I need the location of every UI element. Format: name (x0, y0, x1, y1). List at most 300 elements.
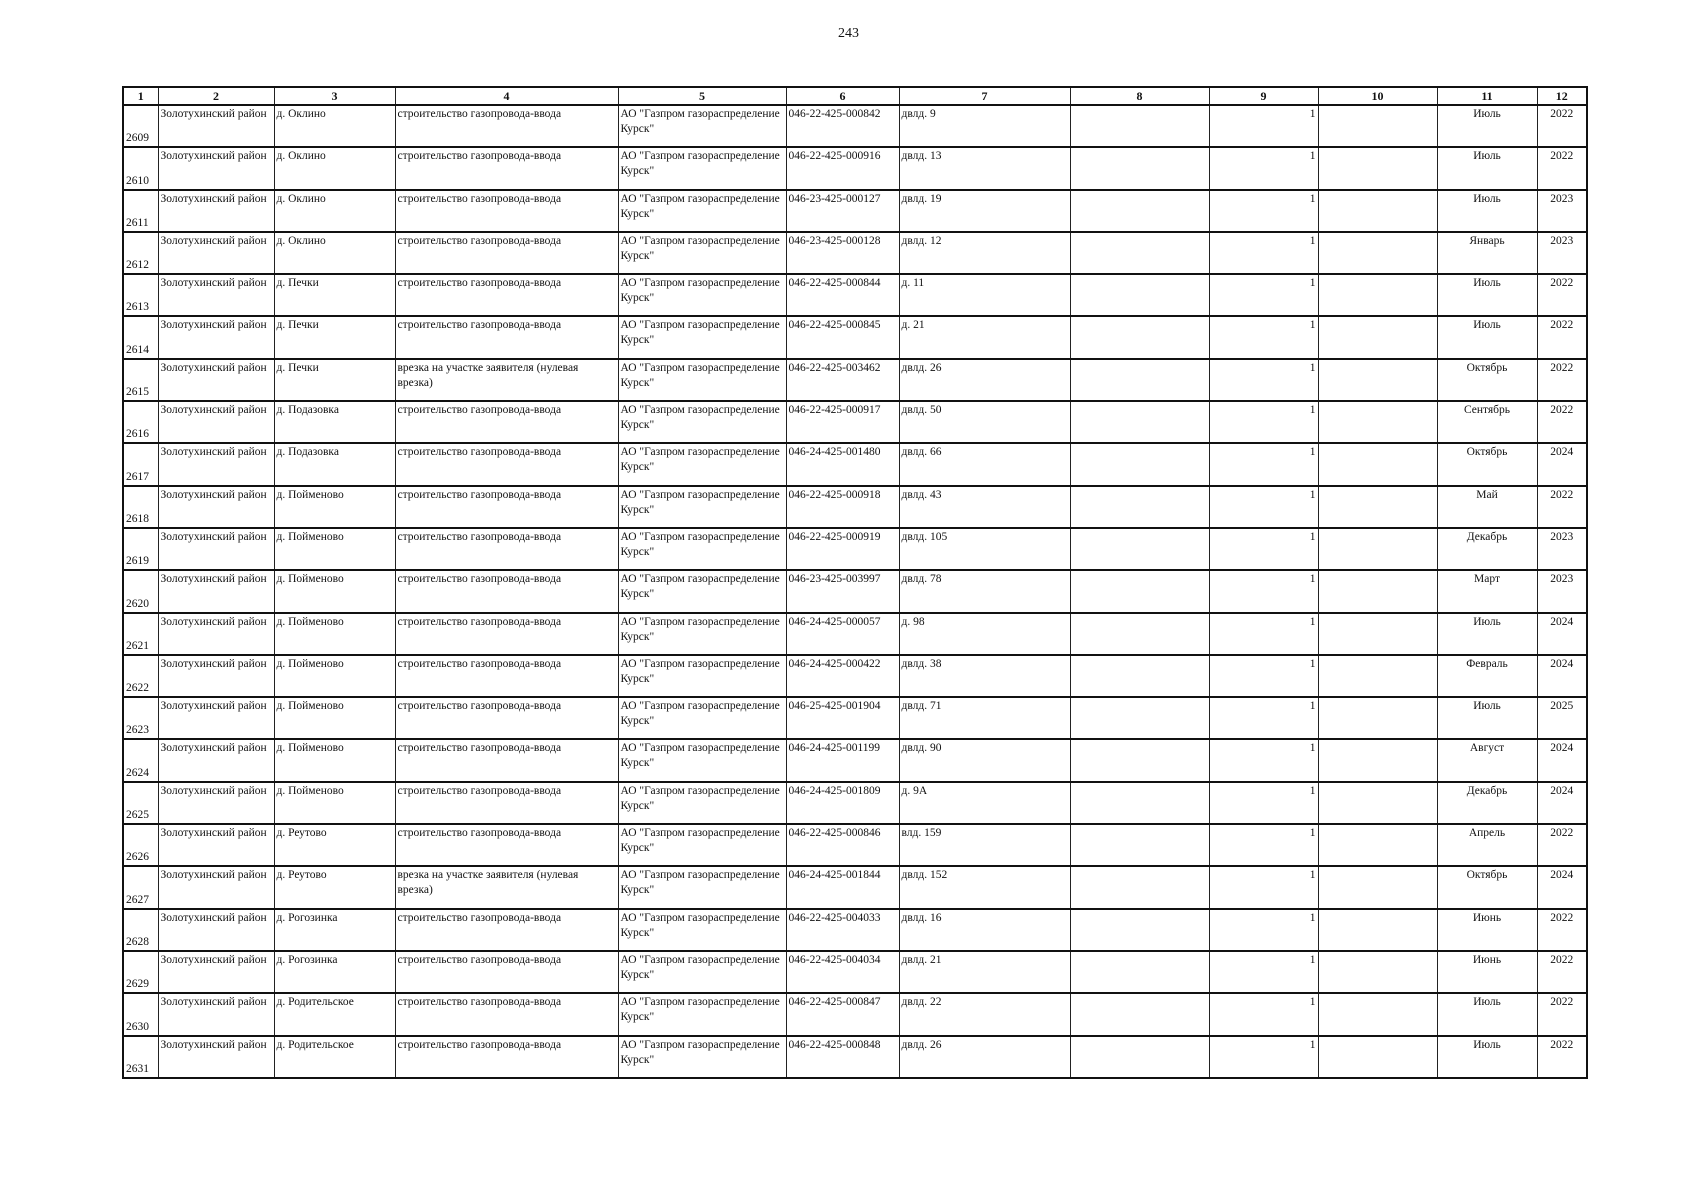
cell-district: Золотухинский район (158, 739, 274, 781)
cell-address: двлд. 152 (899, 866, 1070, 908)
cell-district: Золотухинский район (158, 359, 274, 401)
cell-district: Золотухинский район (158, 951, 274, 993)
cell-work-type: строительство газопровода-ввода (395, 232, 618, 274)
cell-district: Золотухинский район (158, 655, 274, 697)
cell-application-code: 046-22-425-000919 (786, 528, 899, 570)
cell-col8 (1070, 528, 1209, 570)
cell-address: двлд. 71 (899, 697, 1070, 739)
cell-locality: д. Пойменово (274, 739, 395, 781)
cell-district: Золотухинский район (158, 232, 274, 274)
cell-row-number: 2620 (123, 570, 158, 612)
cell-district: Золотухинский район (158, 147, 274, 189)
table-row (123, 1036, 1587, 1078)
cell-address: двлд. 26 (899, 359, 1070, 401)
cell-organization: АО "Газпром газораспределение Курск" (618, 401, 786, 443)
cell-district: Золотухинский район (158, 824, 274, 866)
cell-organization: АО "Газпром газораспределение Курск" (618, 443, 786, 485)
cell-district: Золотухинский район (158, 443, 274, 485)
cell-year: 2022 (1537, 105, 1587, 147)
cell-application-code: 046-22-425-004034 (786, 951, 899, 993)
cell-year: 2022 (1537, 1036, 1587, 1078)
table-row (123, 105, 1587, 147)
cell-quantity: 1 (1209, 190, 1318, 232)
cell-row-number: 2629 (123, 951, 158, 993)
cell-year: 2023 (1537, 528, 1587, 570)
cell-col10 (1318, 951, 1437, 993)
column-header-4: 4 (395, 87, 618, 105)
cell-col10 (1318, 655, 1437, 697)
cell-application-code: 046-24-425-001844 (786, 866, 899, 908)
cell-application-code: 046-24-425-000422 (786, 655, 899, 697)
cell-quantity: 1 (1209, 697, 1318, 739)
cell-address: двлд. 50 (899, 401, 1070, 443)
cell-locality: д. Пойменово (274, 528, 395, 570)
cell-col8 (1070, 1036, 1209, 1078)
cell-col10 (1318, 570, 1437, 612)
cell-col8 (1070, 824, 1209, 866)
cell-col8 (1070, 739, 1209, 781)
cell-district: Золотухинский район (158, 401, 274, 443)
cell-col10 (1318, 909, 1437, 951)
cell-col8 (1070, 655, 1209, 697)
column-header-3: 3 (274, 87, 395, 105)
cell-organization: АО "Газпром газораспределение Курск" (618, 528, 786, 570)
cell-year: 2022 (1537, 147, 1587, 189)
cell-year: 2022 (1537, 824, 1587, 866)
cell-col10 (1318, 443, 1437, 485)
column-header-2: 2 (158, 87, 274, 105)
cell-address: двлд. 43 (899, 486, 1070, 528)
cell-application-code: 046-24-425-001480 (786, 443, 899, 485)
cell-address: двлд. 90 (899, 739, 1070, 781)
cell-work-type: строительство газопровода-ввода (395, 1036, 618, 1078)
cell-locality: д. Рогозинка (274, 909, 395, 951)
cell-year: 2024 (1537, 655, 1587, 697)
cell-organization: АО "Газпром газораспределение Курск" (618, 274, 786, 316)
cell-row-number: 2627 (123, 866, 158, 908)
cell-address: двлд. 26 (899, 1036, 1070, 1078)
cell-row-number: 2623 (123, 697, 158, 739)
cell-row-number: 2614 (123, 316, 158, 358)
cell-month: Декабрь (1437, 528, 1537, 570)
cell-district: Золотухинский район (158, 866, 274, 908)
cell-col10 (1318, 866, 1437, 908)
cell-quantity: 1 (1209, 528, 1318, 570)
cell-row-number: 2610 (123, 147, 158, 189)
cell-month: Октябрь (1437, 359, 1537, 401)
cell-month: Июнь (1437, 909, 1537, 951)
table-row (123, 401, 1587, 443)
table-row (123, 570, 1587, 612)
table-row (123, 613, 1587, 655)
cell-month: Февраль (1437, 655, 1537, 697)
table-row (123, 782, 1587, 824)
cell-application-code: 046-22-425-000845 (786, 316, 899, 358)
cell-quantity: 1 (1209, 274, 1318, 316)
table-row (123, 274, 1587, 316)
column-header-11: 11 (1437, 87, 1537, 105)
cell-address: д. 11 (899, 274, 1070, 316)
cell-district: Золотухинский район (158, 909, 274, 951)
cell-month: Август (1437, 739, 1537, 781)
cell-quantity: 1 (1209, 951, 1318, 993)
cell-row-number: 2613 (123, 274, 158, 316)
cell-row-number: 2621 (123, 613, 158, 655)
cell-locality: д. Пойменово (274, 486, 395, 528)
cell-row-number: 2615 (123, 359, 158, 401)
cell-application-code: 046-23-425-003997 (786, 570, 899, 612)
cell-organization: АО "Газпром газораспределение Курск" (618, 105, 786, 147)
cell-month: Июль (1437, 274, 1537, 316)
cell-address: д. 9А (899, 782, 1070, 824)
cell-locality: д. Пойменово (274, 570, 395, 612)
cell-row-number: 2630 (123, 993, 158, 1035)
cell-year: 2024 (1537, 443, 1587, 485)
cell-address: двлд. 9 (899, 105, 1070, 147)
cell-district: Золотухинский район (158, 782, 274, 824)
cell-month: Декабрь (1437, 782, 1537, 824)
cell-district: Золотухинский район (158, 570, 274, 612)
cell-month: Июль (1437, 613, 1537, 655)
cell-work-type: строительство газопровода-ввода (395, 951, 618, 993)
cell-month: Март (1437, 570, 1537, 612)
cell-locality: д. Печки (274, 359, 395, 401)
column-header-6: 6 (786, 87, 899, 105)
cell-work-type: строительство газопровода-ввода (395, 824, 618, 866)
cell-application-code: 046-25-425-001904 (786, 697, 899, 739)
cell-month: Октябрь (1437, 866, 1537, 908)
cell-year: 2024 (1537, 782, 1587, 824)
cell-month: Июль (1437, 105, 1537, 147)
cell-application-code: 046-22-425-004033 (786, 909, 899, 951)
cell-col10 (1318, 824, 1437, 866)
column-header-8: 8 (1070, 87, 1209, 105)
cell-col8 (1070, 190, 1209, 232)
cell-col10 (1318, 993, 1437, 1035)
cell-locality: д. Подазовка (274, 401, 395, 443)
cell-application-code: 046-24-425-001809 (786, 782, 899, 824)
cell-month: Апрель (1437, 824, 1537, 866)
cell-application-code: 046-22-425-000847 (786, 993, 899, 1035)
cell-month: Июль (1437, 993, 1537, 1035)
cell-application-code: 046-22-425-000844 (786, 274, 899, 316)
table-row (123, 993, 1587, 1035)
cell-year: 2023 (1537, 190, 1587, 232)
cell-col8 (1070, 401, 1209, 443)
cell-row-number: 2609 (123, 105, 158, 147)
table-row (123, 190, 1587, 232)
cell-work-type: врезка на участке заявителя (нулевая врезка) (395, 866, 618, 908)
cell-quantity: 1 (1209, 782, 1318, 824)
cell-locality: д. Рогозинка (274, 951, 395, 993)
cell-col8 (1070, 274, 1209, 316)
cell-application-code: 046-22-425-000917 (786, 401, 899, 443)
cell-work-type: строительство газопровода-ввода (395, 782, 618, 824)
cell-month: Июль (1437, 190, 1537, 232)
cell-district: Золотухинский район (158, 316, 274, 358)
cell-address: двлд. 38 (899, 655, 1070, 697)
cell-quantity: 1 (1209, 570, 1318, 612)
cell-year: 2025 (1537, 697, 1587, 739)
table-row (123, 909, 1587, 951)
cell-locality: д. Оклино (274, 147, 395, 189)
cell-district: Золотухинский район (158, 613, 274, 655)
cell-col8 (1070, 147, 1209, 189)
cell-organization: АО "Газпром газораспределение Курск" (618, 993, 786, 1035)
column-header-7: 7 (899, 87, 1070, 105)
cell-organization: АО "Газпром газораспределение Курск" (618, 782, 786, 824)
cell-col8 (1070, 697, 1209, 739)
cell-locality: д. Пойменово (274, 782, 395, 824)
cell-organization: АО "Газпром газораспределение Курск" (618, 1036, 786, 1078)
cell-work-type: строительство газопровода-ввода (395, 147, 618, 189)
cell-locality: д. Подазовка (274, 443, 395, 485)
cell-application-code: 046-22-425-000842 (786, 105, 899, 147)
cell-year: 2023 (1537, 232, 1587, 274)
cell-work-type: строительство газопровода-ввода (395, 739, 618, 781)
cell-month: Май (1437, 486, 1537, 528)
cell-col10 (1318, 359, 1437, 401)
cell-quantity: 1 (1209, 105, 1318, 147)
cell-organization: АО "Газпром газораспределение Курск" (618, 655, 786, 697)
cell-application-code: 046-22-425-000918 (786, 486, 899, 528)
cell-col8 (1070, 486, 1209, 528)
cell-address: двлд. 16 (899, 909, 1070, 951)
cell-col8 (1070, 866, 1209, 908)
cell-work-type: строительство газопровода-ввода (395, 105, 618, 147)
cell-row-number: 2619 (123, 528, 158, 570)
cell-locality: д. Оклино (274, 232, 395, 274)
cell-locality: д. Оклино (274, 105, 395, 147)
cell-application-code: 046-23-425-000128 (786, 232, 899, 274)
cell-month: Октябрь (1437, 443, 1537, 485)
cell-month: Июль (1437, 147, 1537, 189)
cell-locality: д. Родительское (274, 1036, 395, 1078)
table-body (123, 105, 1587, 1078)
cell-address: д. 98 (899, 613, 1070, 655)
cell-col10 (1318, 739, 1437, 781)
cell-quantity: 1 (1209, 655, 1318, 697)
table-row (123, 655, 1587, 697)
cell-col10 (1318, 147, 1437, 189)
cell-locality: д. Реутово (274, 866, 395, 908)
cell-quantity: 1 (1209, 909, 1318, 951)
cell-work-type: строительство газопровода-ввода (395, 655, 618, 697)
cell-col8 (1070, 782, 1209, 824)
page-number: 243 (838, 26, 859, 41)
cell-locality: д. Печки (274, 316, 395, 358)
cell-locality: д. Реутово (274, 824, 395, 866)
column-header-10: 10 (1318, 87, 1437, 105)
cell-quantity: 1 (1209, 993, 1318, 1035)
cell-col10 (1318, 274, 1437, 316)
cell-col8 (1070, 570, 1209, 612)
cell-year: 2023 (1537, 570, 1587, 612)
cell-col8 (1070, 993, 1209, 1035)
cell-work-type: строительство газопровода-ввода (395, 909, 618, 951)
cell-quantity: 1 (1209, 866, 1318, 908)
cell-row-number: 2625 (123, 782, 158, 824)
cell-work-type: строительство газопровода-ввода (395, 401, 618, 443)
cell-address: двлд. 78 (899, 570, 1070, 612)
cell-address: влд. 159 (899, 824, 1070, 866)
cell-row-number: 2631 (123, 1036, 158, 1078)
cell-col10 (1318, 232, 1437, 274)
cell-col8 (1070, 359, 1209, 401)
cell-quantity: 1 (1209, 443, 1318, 485)
column-header-5: 5 (618, 87, 786, 105)
cell-organization: АО "Газпром газораспределение Курск" (618, 486, 786, 528)
cell-quantity: 1 (1209, 739, 1318, 781)
cell-col10 (1318, 613, 1437, 655)
cell-month: Июль (1437, 697, 1537, 739)
table-row (123, 443, 1587, 485)
cell-work-type: строительство газопровода-ввода (395, 316, 618, 358)
table-row (123, 359, 1587, 401)
cell-col8 (1070, 443, 1209, 485)
cell-year: 2024 (1537, 739, 1587, 781)
cell-work-type: строительство газопровода-ввода (395, 697, 618, 739)
cell-work-type: строительство газопровода-ввода (395, 274, 618, 316)
cell-col10 (1318, 1036, 1437, 1078)
table-row (123, 697, 1587, 739)
cell-col8 (1070, 232, 1209, 274)
cell-district: Золотухинский район (158, 1036, 274, 1078)
cell-application-code: 046-22-425-000916 (786, 147, 899, 189)
cell-district: Золотухинский район (158, 697, 274, 739)
cell-address: двлд. 13 (899, 147, 1070, 189)
cell-col10 (1318, 486, 1437, 528)
cell-application-code: 046-22-425-003462 (786, 359, 899, 401)
cell-row-number: 2611 (123, 190, 158, 232)
cell-quantity: 1 (1209, 1036, 1318, 1078)
cell-work-type: строительство газопровода-ввода (395, 993, 618, 1035)
cell-locality: д. Родительское (274, 993, 395, 1035)
cell-work-type: строительство газопровода-ввода (395, 613, 618, 655)
cell-organization: АО "Газпром газораспределение Курск" (618, 866, 786, 908)
cell-col8 (1070, 951, 1209, 993)
cell-organization: АО "Газпром газораспределение Курск" (618, 697, 786, 739)
cell-organization: АО "Газпром газораспределение Курск" (618, 316, 786, 358)
cell-district: Золотухинский район (158, 528, 274, 570)
cell-quantity: 1 (1209, 486, 1318, 528)
cell-organization: АО "Газпром газораспределение Курск" (618, 951, 786, 993)
column-header-9: 9 (1209, 87, 1318, 105)
cell-district: Золотухинский район (158, 190, 274, 232)
cell-district: Золотухинский район (158, 274, 274, 316)
cell-col8 (1070, 909, 1209, 951)
cell-row-number: 2618 (123, 486, 158, 528)
cell-year: 2022 (1537, 993, 1587, 1035)
cell-organization: АО "Газпром газораспределение Курск" (618, 190, 786, 232)
header-row (123, 87, 1587, 105)
cell-row-number: 2628 (123, 909, 158, 951)
cell-work-type: строительство газопровода-ввода (395, 528, 618, 570)
cell-address: двлд. 22 (899, 993, 1070, 1035)
cell-application-code: 046-22-425-000848 (786, 1036, 899, 1078)
cell-district: Золотухинский район (158, 993, 274, 1035)
cell-organization: АО "Газпром газораспределение Курск" (618, 613, 786, 655)
cell-col10 (1318, 528, 1437, 570)
cell-col8 (1070, 316, 1209, 358)
cell-address: д. 21 (899, 316, 1070, 358)
cell-address: двлд. 21 (899, 951, 1070, 993)
table-row (123, 951, 1587, 993)
cell-year: 2022 (1537, 951, 1587, 993)
cell-col10 (1318, 190, 1437, 232)
cell-year: 2022 (1537, 909, 1587, 951)
cell-month: Июль (1437, 1036, 1537, 1078)
cell-quantity: 1 (1209, 401, 1318, 443)
cell-col10 (1318, 401, 1437, 443)
cell-locality: д. Пойменово (274, 655, 395, 697)
cell-locality: д. Оклино (274, 190, 395, 232)
cell-work-type: врезка на участке заявителя (нулевая врезка) (395, 359, 618, 401)
cell-month: Сентябрь (1437, 401, 1537, 443)
cell-col8 (1070, 105, 1209, 147)
cell-col8 (1070, 613, 1209, 655)
cell-row-number: 2626 (123, 824, 158, 866)
cell-district: Золотухинский район (158, 486, 274, 528)
cell-work-type: строительство газопровода-ввода (395, 190, 618, 232)
cell-address: двлд. 12 (899, 232, 1070, 274)
cell-quantity: 1 (1209, 613, 1318, 655)
cell-month: Июль (1437, 316, 1537, 358)
cell-quantity: 1 (1209, 232, 1318, 274)
cell-application-code: 046-24-425-001199 (786, 739, 899, 781)
cell-organization: АО "Газпром газораспределение Курск" (618, 909, 786, 951)
cell-row-number: 2612 (123, 232, 158, 274)
cell-year: 2022 (1537, 359, 1587, 401)
cell-work-type: строительство газопровода-ввода (395, 570, 618, 612)
cell-year: 2022 (1537, 316, 1587, 358)
cell-col10 (1318, 697, 1437, 739)
cell-organization: АО "Газпром газораспределение Курск" (618, 824, 786, 866)
column-header-1: 1 (123, 87, 158, 105)
table-row (123, 147, 1587, 189)
cell-organization: АО "Газпром газораспределение Курск" (618, 232, 786, 274)
cell-row-number: 2624 (123, 739, 158, 781)
cell-application-code: 046-23-425-000127 (786, 190, 899, 232)
table-row (123, 528, 1587, 570)
cell-col10 (1318, 316, 1437, 358)
cell-row-number: 2616 (123, 401, 158, 443)
cell-quantity: 1 (1209, 359, 1318, 401)
cell-col10 (1318, 782, 1437, 824)
table-row (123, 232, 1587, 274)
table-row (123, 739, 1587, 781)
cell-month: Июнь (1437, 951, 1537, 993)
cell-address: двлд. 105 (899, 528, 1070, 570)
cell-month: Январь (1437, 232, 1537, 274)
cell-year: 2024 (1537, 866, 1587, 908)
cell-quantity: 1 (1209, 824, 1318, 866)
cell-row-number: 2617 (123, 443, 158, 485)
cell-year: 2022 (1537, 486, 1587, 528)
cell-quantity: 1 (1209, 316, 1318, 358)
table-row (123, 486, 1587, 528)
table-row (123, 824, 1587, 866)
cell-quantity: 1 (1209, 147, 1318, 189)
column-header-12: 12 (1537, 87, 1587, 105)
cell-year: 2024 (1537, 613, 1587, 655)
cell-organization: АО "Газпром газораспределение Курск" (618, 359, 786, 401)
cell-locality: д. Пойменово (274, 613, 395, 655)
cell-address: двлд. 19 (899, 190, 1070, 232)
cell-year: 2022 (1537, 274, 1587, 316)
table-row (123, 866, 1587, 908)
data-table (122, 86, 1588, 1079)
